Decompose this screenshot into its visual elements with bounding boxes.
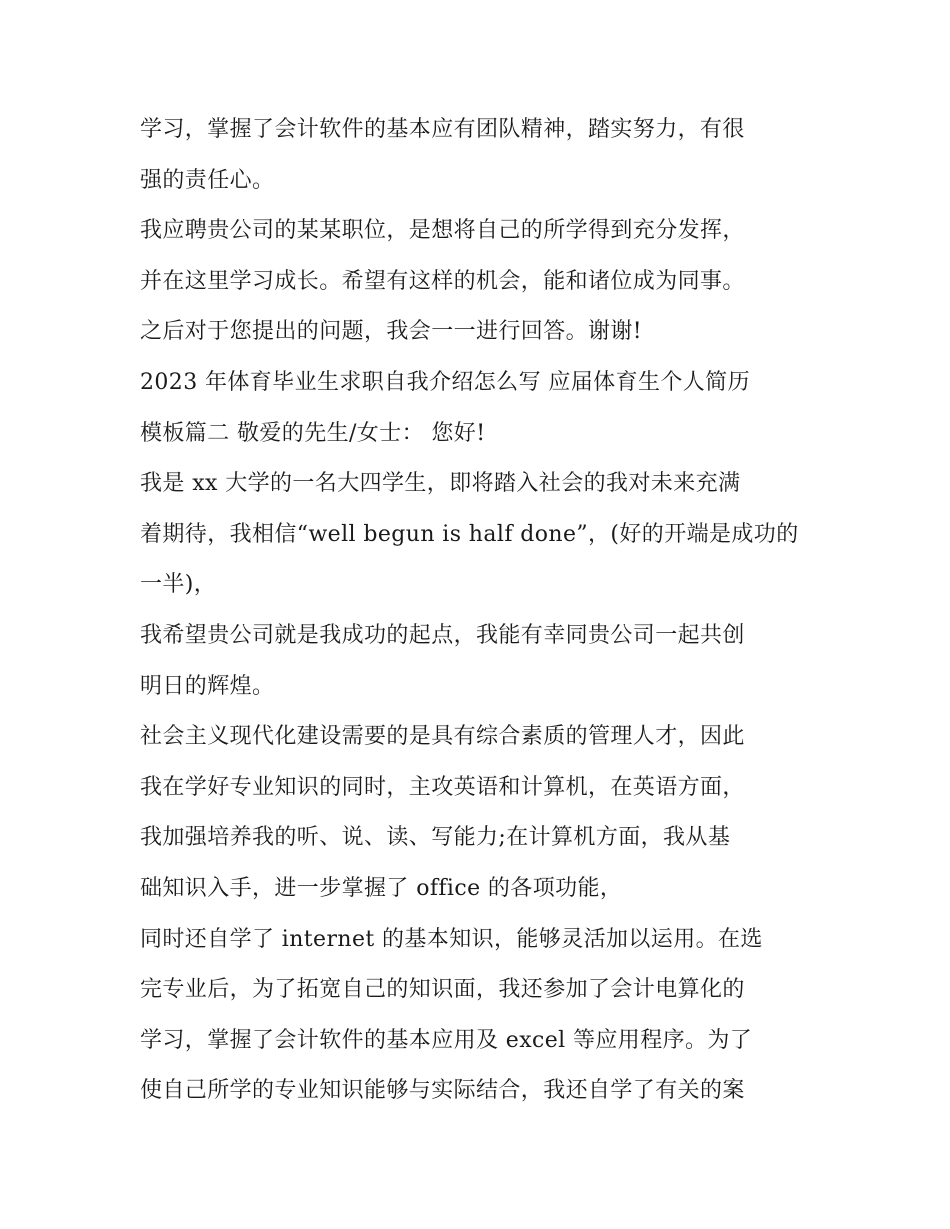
text-line: 明日的辉煌。 xyxy=(140,673,275,699)
text-line: 学习，掌握了会计软件的基本应用及 excel 等应用程序。为了 xyxy=(140,1027,753,1053)
text-line: 并在这里学习成长。希望有这样的机会，能和诸位成为同事。 xyxy=(140,268,745,294)
text-line: 使自己所学的专业知识能够与实际结合，我还自学了有关的案 xyxy=(140,1078,745,1104)
text-line: 我在学好专业知识的同时，主攻英语和计算机，在英语方面， xyxy=(140,774,745,800)
text-line: 我希望贵公司就是我成功的起点，我能有幸同贵公司一起共创 xyxy=(140,622,745,648)
text-line: 模板篇二 敬爱的先生/女士： 您好! xyxy=(140,420,486,446)
text-line: 我应聘贵公司的某某职位，是想将自己的所学得到充分发挥， xyxy=(140,218,745,244)
text-line: 之后对于您提出的问题，我会一一进行回答。谢谢! xyxy=(140,319,643,345)
document-body xyxy=(140,105,820,1117)
text-line: 着期待，我相信“well begun is half done”，(好的开端是成功的 xyxy=(140,521,799,547)
text-line: 础知识入手，进一步掌握了 office 的各项功能， xyxy=(140,875,623,901)
text-line: 同时还自学了 internet 的基本知识，能够灵活加以运用。在选 xyxy=(140,926,763,952)
text-line: 学习，掌握了会计软件的基本应有团队精神，踏实努力，有很 xyxy=(140,117,745,142)
text-line: 社会主义现代化建设需要的是具有综合素质的管理人才，因此 xyxy=(140,724,745,750)
text-line: 完专业后，为了拓宽自己的知识面，我还参加了会计电算化的 xyxy=(140,977,745,1003)
text-line: 我加强培养我的听、说、读、写能力;在计算机方面，我从基 xyxy=(140,825,731,851)
text-line: 一半)， xyxy=(140,572,217,598)
text-line: 2023 年体育毕业生求职自我介绍怎么写 应届体育生个人简历 xyxy=(140,369,750,395)
text-line: 强的责任心。 xyxy=(140,167,275,193)
text-line: 我是 xx 大学的一名大四学生，即将踏入社会的我对未来充满 xyxy=(140,471,741,497)
